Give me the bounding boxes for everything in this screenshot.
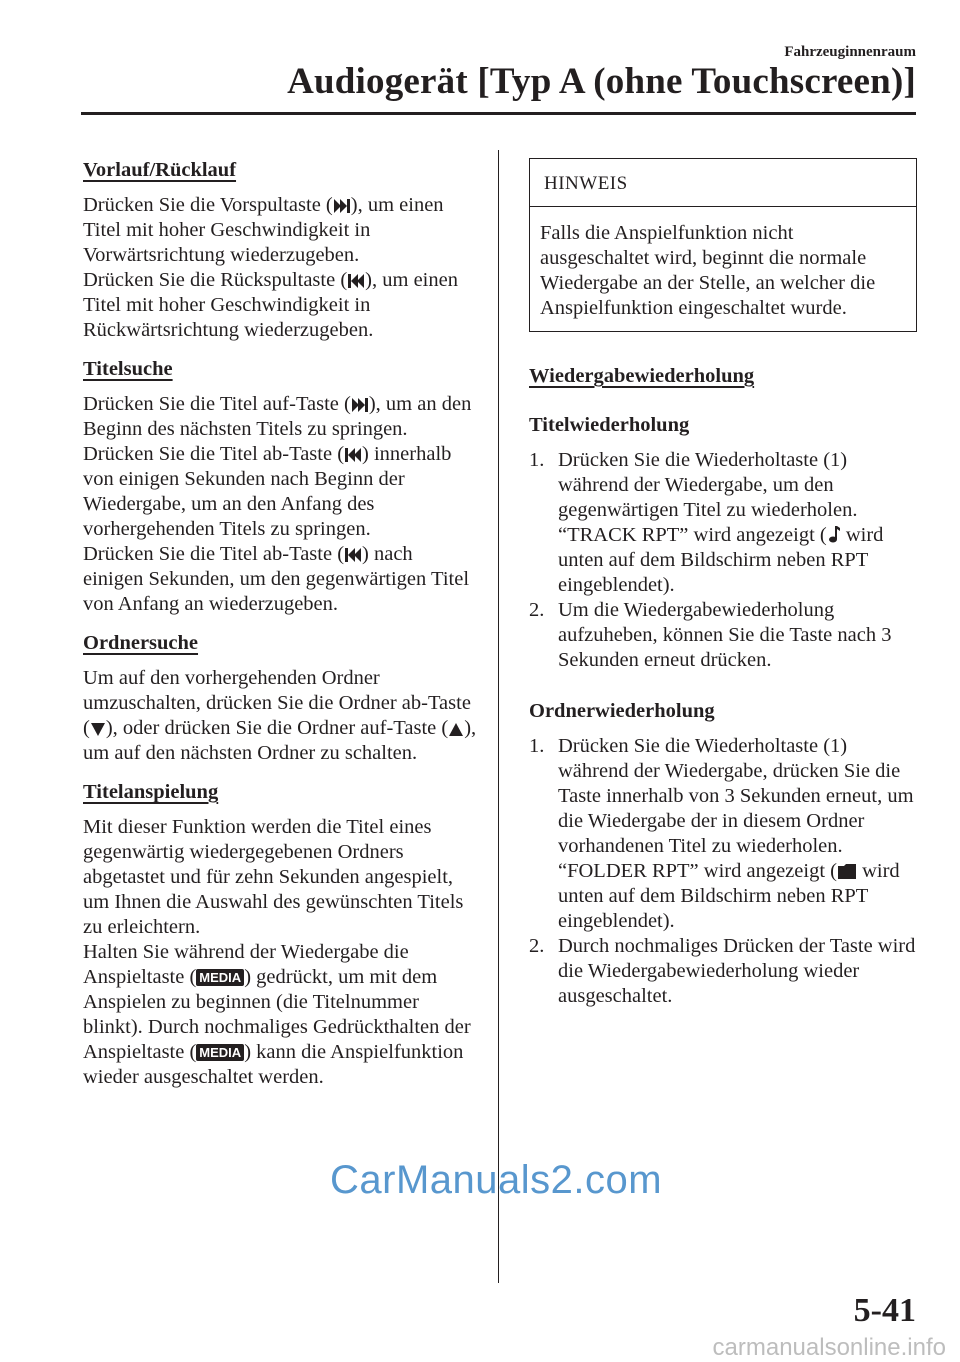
folder-icon — [838, 864, 856, 879]
note-text: Falls die Anspielfunktion nicht ausgeschaltet wird, beginnt die normale Wiedergabe an der Stelle, an welcher die Anspielfunktion eingeschaltet wurde. — [540, 222, 876, 319]
skip-forward-icon — [352, 398, 368, 412]
note-heading: HINWEIS — [530, 159, 916, 207]
column-divider — [498, 150, 499, 1283]
titelanspielung-text-1: Mit dieser Funktion werden die Titel eines gegenwärtig wiedergegebenen Ordners abgetastet und für zehn Sekunden angespielt, um Ihnen die Auswahl des gewünschten Titels zu erleichtern. — [83, 816, 464, 938]
skip-forward-icon — [334, 199, 350, 213]
skip-back-icon — [348, 274, 364, 288]
vorlauf-text-1: Drücken Sie die Vorspultaste ( ), um einen Titel mit hoher Geschwindigkeit in Vorwärtsrichtung wiederzugeben. — [83, 194, 444, 266]
titelwiederholung-heading: Titelwiederholung — [529, 414, 690, 436]
titelsuche-text-2: Drücken Sie die Titel ab-Taste ( ) innerhalb von einigen Sekunden nach Beginn der Wiedergabe, um an den Anfang des vorhergehenden Titels zu springen. — [83, 443, 452, 540]
titelsuche-text-3: Drücken Sie die Titel ab-Taste ( ) nach einigen Sekunden, um den gegenwärtigen Titel von Anfang an wiederzugeben. — [83, 543, 470, 615]
list-item: 2. Durch nochmaliges Drücken der Taste wird die Wiedergabewiederholung wieder ausgeschaltet. — [529, 935, 916, 1007]
ordnersuche-heading: Ordnersuche — [83, 632, 199, 654]
vorlauf-text-2: Drücken Sie die Rückspultaste ( ), um einen Titel mit hoher Geschwindigkeit in Rückwärtsrichtung wiederzugeben. — [83, 269, 458, 341]
left-column — [83, 158, 478, 1104]
section-label: Fahrzeuginnenraum — [784, 44, 916, 60]
list-item: 2. Um die Wiedergabewiederholung aufzuheben, können Sie die Taste nach 3 Sekunden erneut drücken. — [529, 599, 892, 671]
ordnerwiederholung-heading: Ordnerwiederholung — [529, 700, 715, 722]
triangle-down-icon — [91, 723, 105, 736]
wiederholung-heading: Wiedergabewiederholung — [529, 365, 755, 387]
music-note-icon — [828, 526, 840, 543]
note-box — [529, 158, 917, 332]
right-column — [529, 158, 919, 1035]
titelanspielung-heading: Titelanspielung — [83, 781, 219, 803]
titelsuche-heading: Titelsuche — [83, 358, 173, 380]
ordnersuche-text: Um auf den vorhergehenden Ordner umzuschalten, drücken Sie die Ordner ab-Taste ( ), oder drücken Sie die Ordner auf-Taste ( ), um auf den nächsten Ordner zu schalten. — [83, 667, 477, 764]
watermark: CarManuals2.com — [330, 1158, 663, 1202]
skip-back-icon — [345, 448, 361, 462]
ordnerwiederholung-list — [529, 734, 919, 1009]
titelwiederholung-list — [529, 448, 919, 673]
titelsuche-text-1: Drücken Sie die Titel auf-Taste ( ), um an den Beginn des nächsten Titels zu springen. — [83, 393, 472, 440]
vorlauf-section — [83, 158, 478, 343]
skip-back-icon — [345, 548, 361, 562]
titelsuche-section — [83, 357, 478, 617]
media-button-icon: MEDIA — [196, 969, 244, 986]
page-title: Audiogerät [Typ A (ohne Touchscreen)] — [287, 61, 916, 102]
list-item: 1. Drücken Sie die Wiederholtaste (1) während der Wiedergabe, um den gegenwärtigen Titel zu wiederholen. “TRACK RPT” wird angezeigt ( wird unten auf dem Bildschirm neben RPT eingeblendet). — [529, 449, 884, 596]
list-item: 1. Drücken Sie die Wiederholtaste (1) während der Wiedergabe, drücken Sie die Taste innerhalb von 3 Sekunden erneut, um die Wiedergabe der in diesem Ordner vorhandenen Titel zu wiederholen. “FOLDER RPT” wird angezeigt ( wird unten auf dem Bildschirm neben RPT eingeblendet). — [529, 735, 914, 932]
header-rule — [81, 112, 916, 115]
site-watermark: carmanualsonline.info — [712, 1334, 946, 1361]
page-number: 5-41 — [853, 1292, 916, 1329]
ordnersuche-section — [83, 631, 478, 766]
titelanspielung-section — [83, 780, 478, 1090]
vorlauf-heading: Vorlauf/Rücklauf — [83, 159, 237, 181]
titelanspielung-text-2: Halten Sie während der Wiedergabe die Anspieltaste ( MEDIA ) gedrückt, um mit dem Anspielen zu beginnen (die Titelnummer blinkt). Durch nochmaliges Gedrückthalten der Anspieltaste ( MEDIA ) kann die Anspielfunktion wieder ausgeschaltet werden. — [83, 941, 471, 1088]
media-button-icon: MEDIA — [196, 1044, 244, 1061]
triangle-up-icon — [449, 723, 463, 736]
